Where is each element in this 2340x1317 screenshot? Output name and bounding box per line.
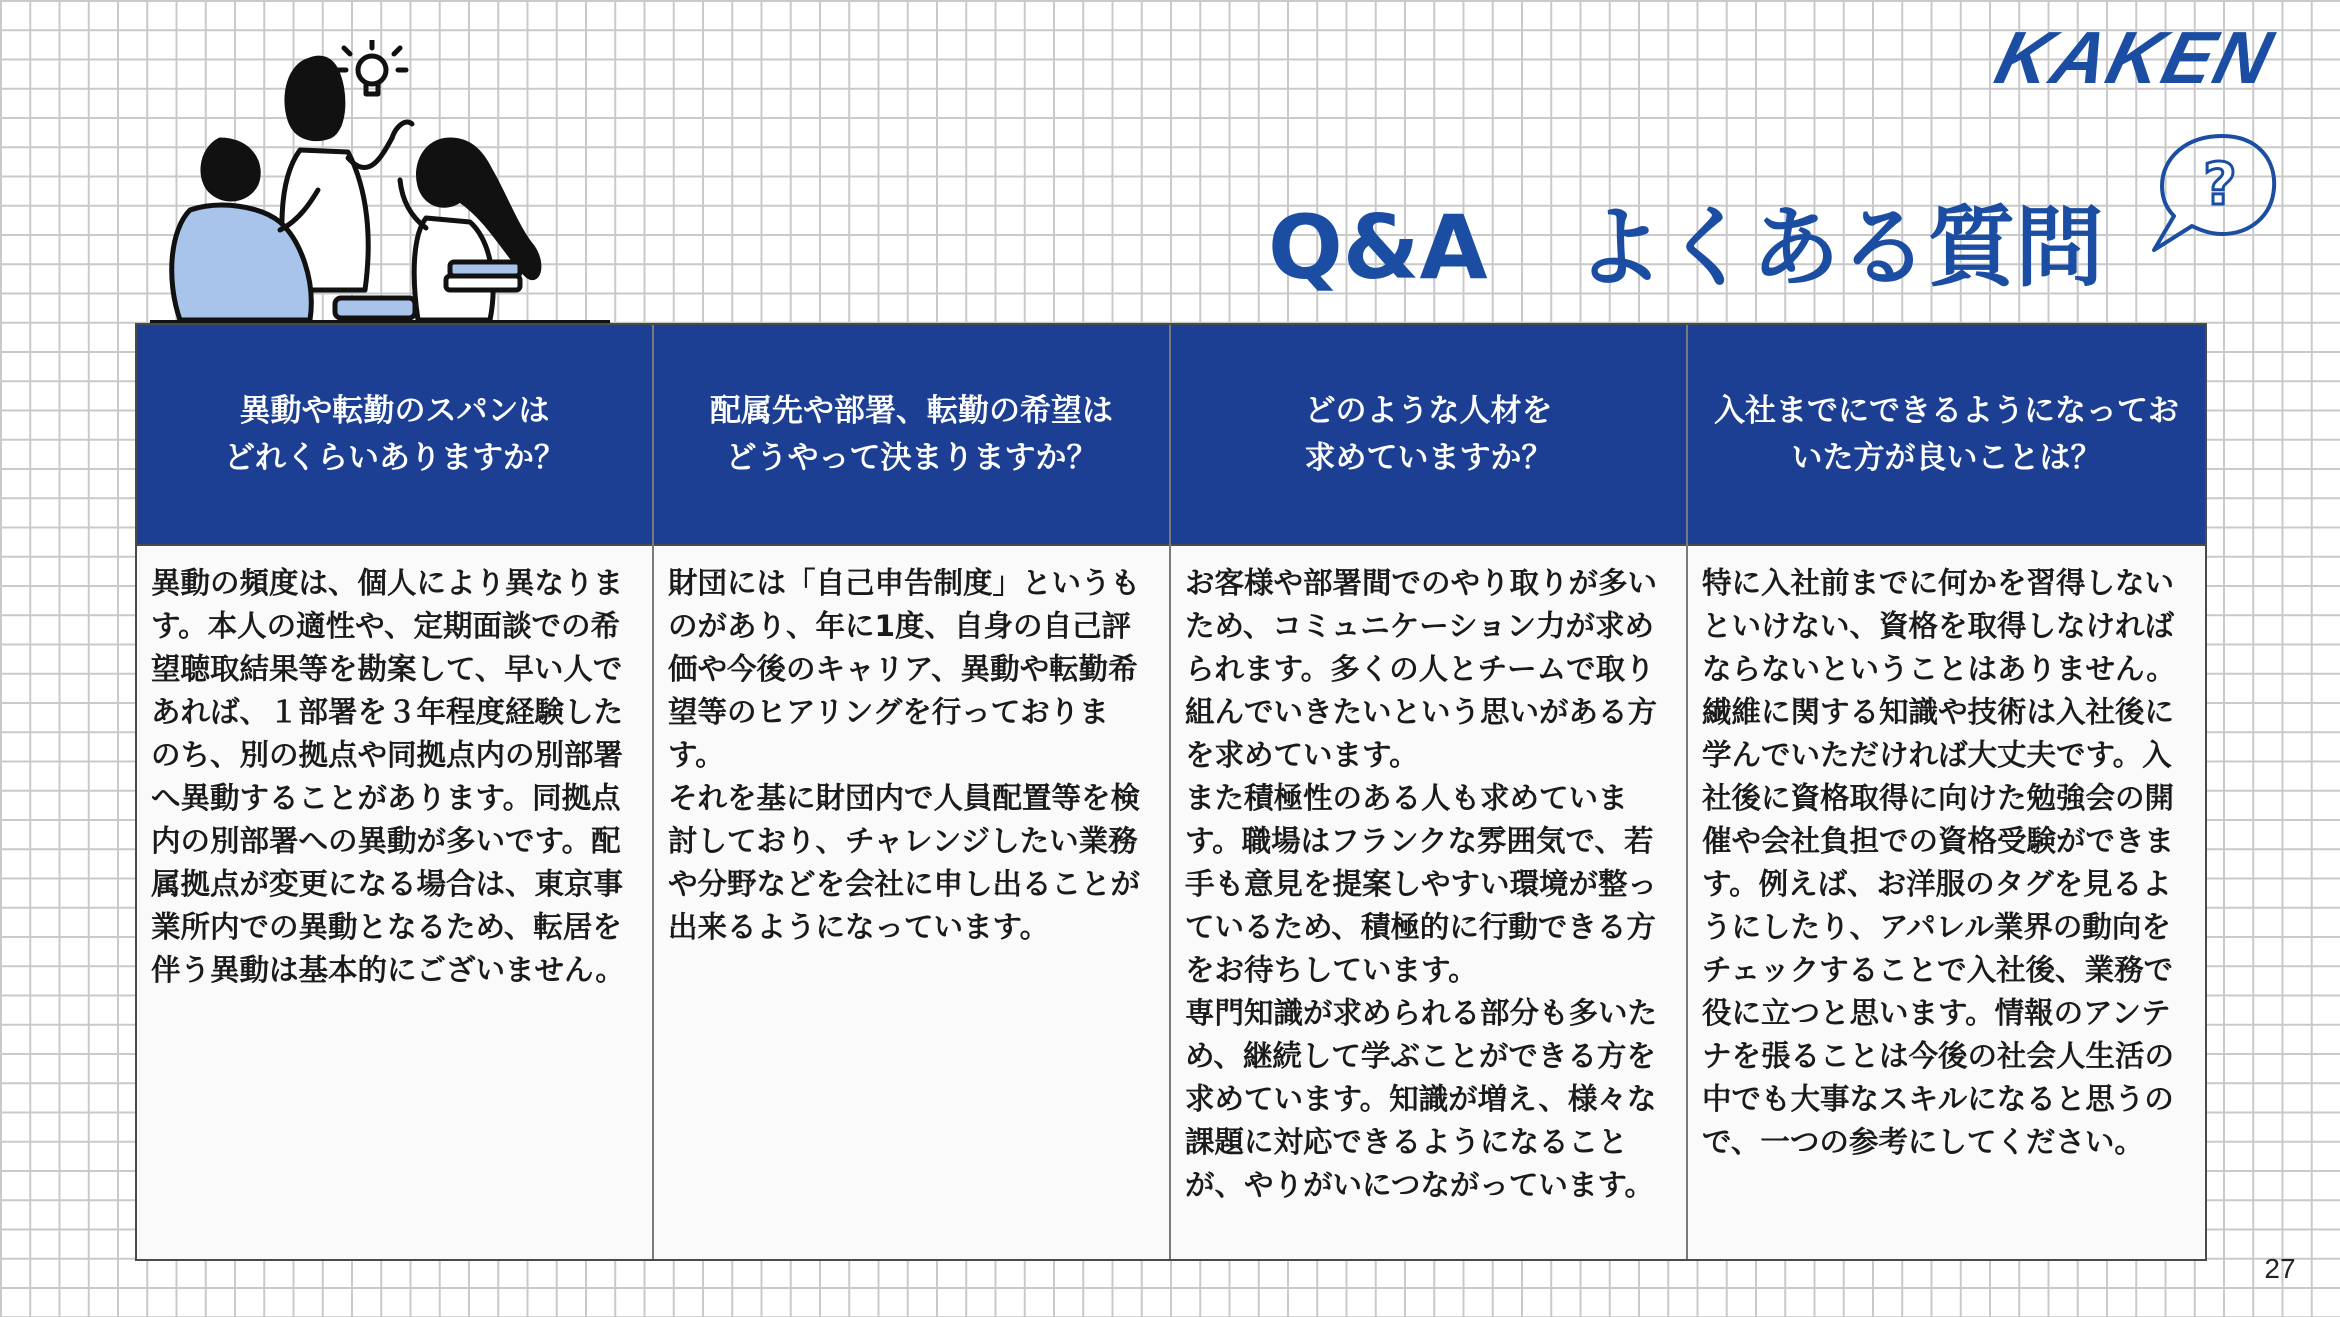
page-title: Q&A よくある質問 <box>1268 196 2104 299</box>
page-number: 27 <box>2264 1253 2296 1284</box>
qa-question: 入社までにできるようになっておいた方が良いことは？ <box>1688 325 2205 546</box>
qa-column <box>1688 325 2205 1259</box>
qa-answer <box>1688 546 2205 1259</box>
three-people-discussing-icon <box>150 40 610 325</box>
qa-question: 異動や転勤のスパンは どれくらいありますか？ <box>137 325 652 546</box>
qa-table <box>135 323 2207 1261</box>
qa-question: 配属先や部署、転勤の希望は どうやって決まりますか？ <box>654 325 1169 546</box>
qa-answer-paragraph: お客様や部署間でのやり取りが多いため、コミュニケーション力が求められます。多くの人とチームで取り組んでいきたいという思いがある方を求めています。 <box>1185 566 1658 772</box>
lightbulb-icon <box>338 40 406 94</box>
qa-answer-paragraph: 特に入社前までに何かを習得しないといけない、資格を取得しなければならないということはありません。繊維に関する知識や技術は入社後に学んでいただければ大丈夫です。入社後に資格取得に向けた勉強会の開催や会社負担での資格受験ができます。例えば、お洋服のタグを見るようにしたり、アパレル業界の動向をチェックすることで入社後、業務で役に立つと思います。情報のアンテナを張ることは今後の社会人生活の中でも大事なスキルになると思うので、一つの参考にしてください。 <box>1702 566 2176 1159</box>
qa-answer-paragraph: 異動の頻度は、個人により異なります。本人の適性や、定期面談での希望聴取結果等を勘案して、早い人であれば、１部署を３年程度経験したのち、別の拠点や同拠点内の別部署へ異動することがあります。同拠点内の別部署への異動が多いです。配属拠点が変更になる場合は、東京事業所内での異動となるため、転居を伴う異動は基本的にございません。 <box>151 566 625 987</box>
qa-answer <box>654 546 1169 1259</box>
qa-answer-paragraph: また積極性のある人も求めています。職場はフランクな雰囲気で、若手も意見を提案しやすい環境が整っているため、積極的に行動できる方をお待ちしています。 <box>1185 781 1658 987</box>
qa-answer-paragraph: 専門知識が求められる部分も多いため、継続して学ぶことができる方を求めています。知識が増え、様々な課題に対応できるようになることが、やりがいにつながっています。 <box>1185 996 1658 1202</box>
svg-text:?: ? <box>2203 150 2237 218</box>
qa-answer-paragraph: 財団には「自己申告制度」というものがあり、年に1度、自身の自己評価や今後のキャリア、異動や転勤希望等のヒアリングを行っております。 <box>668 566 1141 772</box>
qa-answer <box>137 546 652 1259</box>
qa-answer-paragraph: それを基に財団内で人員配置等を検討しており、チャレンジしたい業務や分野などを会社に申し出ることが出来るようになっています。 <box>668 781 1141 944</box>
kaken-logo: KAKEN <box>1987 16 2282 99</box>
question-speech-bubble-icon <box>2140 130 2280 260</box>
qa-column <box>654 325 1171 1259</box>
qa-question: どのような人材を 求めていますか？ <box>1171 325 1686 546</box>
qa-answer <box>1171 546 1686 1259</box>
qa-column <box>1171 325 1688 1259</box>
qa-column <box>137 325 654 1259</box>
